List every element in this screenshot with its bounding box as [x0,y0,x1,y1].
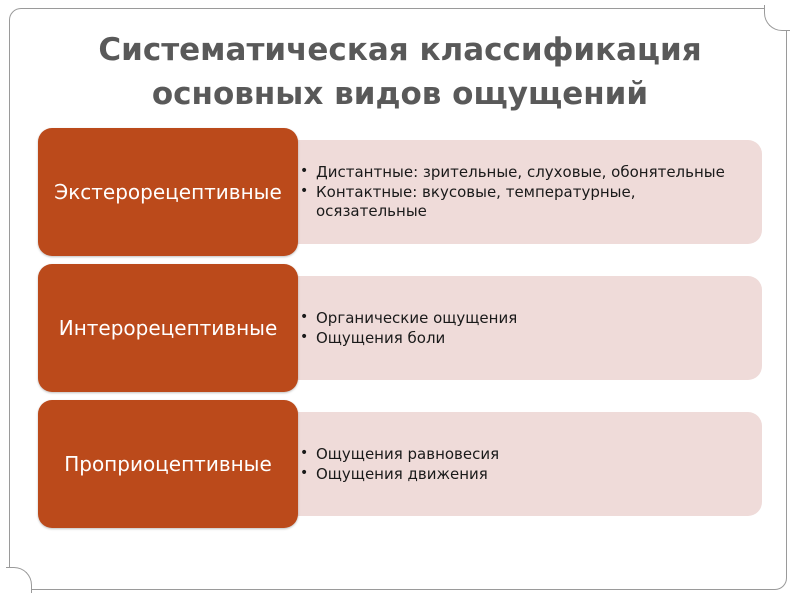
category-label: Проприоцептивные [64,452,272,476]
category-label-box [38,128,298,256]
list-item: • Дистантные: зрительные, слуховые, обонятельные [316,163,748,182]
list-item: • Ощущения боли [316,329,748,348]
category-label-box [38,264,298,392]
list-item: • Органические ощущения [316,309,748,328]
list-item: • Ощущения движения [316,465,748,484]
page-curl-top-right [764,5,790,31]
slide-title [40,28,760,116]
category-detail-list [316,308,748,349]
category-detail-list [316,162,748,222]
page-curl-bottom-left [6,567,32,593]
slide-title-line-1: Систематическая классификация [98,32,702,68]
list-item: • Контактные: вкусовые, температурные, осязательные [316,183,748,221]
category-row-interoceptive [38,264,762,392]
category-detail-list [316,444,748,485]
category-detail-panel [268,140,762,244]
category-detail-panel [268,276,762,380]
category-row-exteroceptive [38,128,762,256]
slide-title-line-2: основных видов ощущений [151,76,649,112]
category-detail-panel [268,412,762,516]
category-row-proprioceptive [38,400,762,528]
category-label-box [38,400,298,528]
category-label: Экстерорецептивные [54,180,282,204]
category-label: Интерорецептивные [58,316,278,340]
list-item: • Ощущения равновесия [316,445,748,464]
